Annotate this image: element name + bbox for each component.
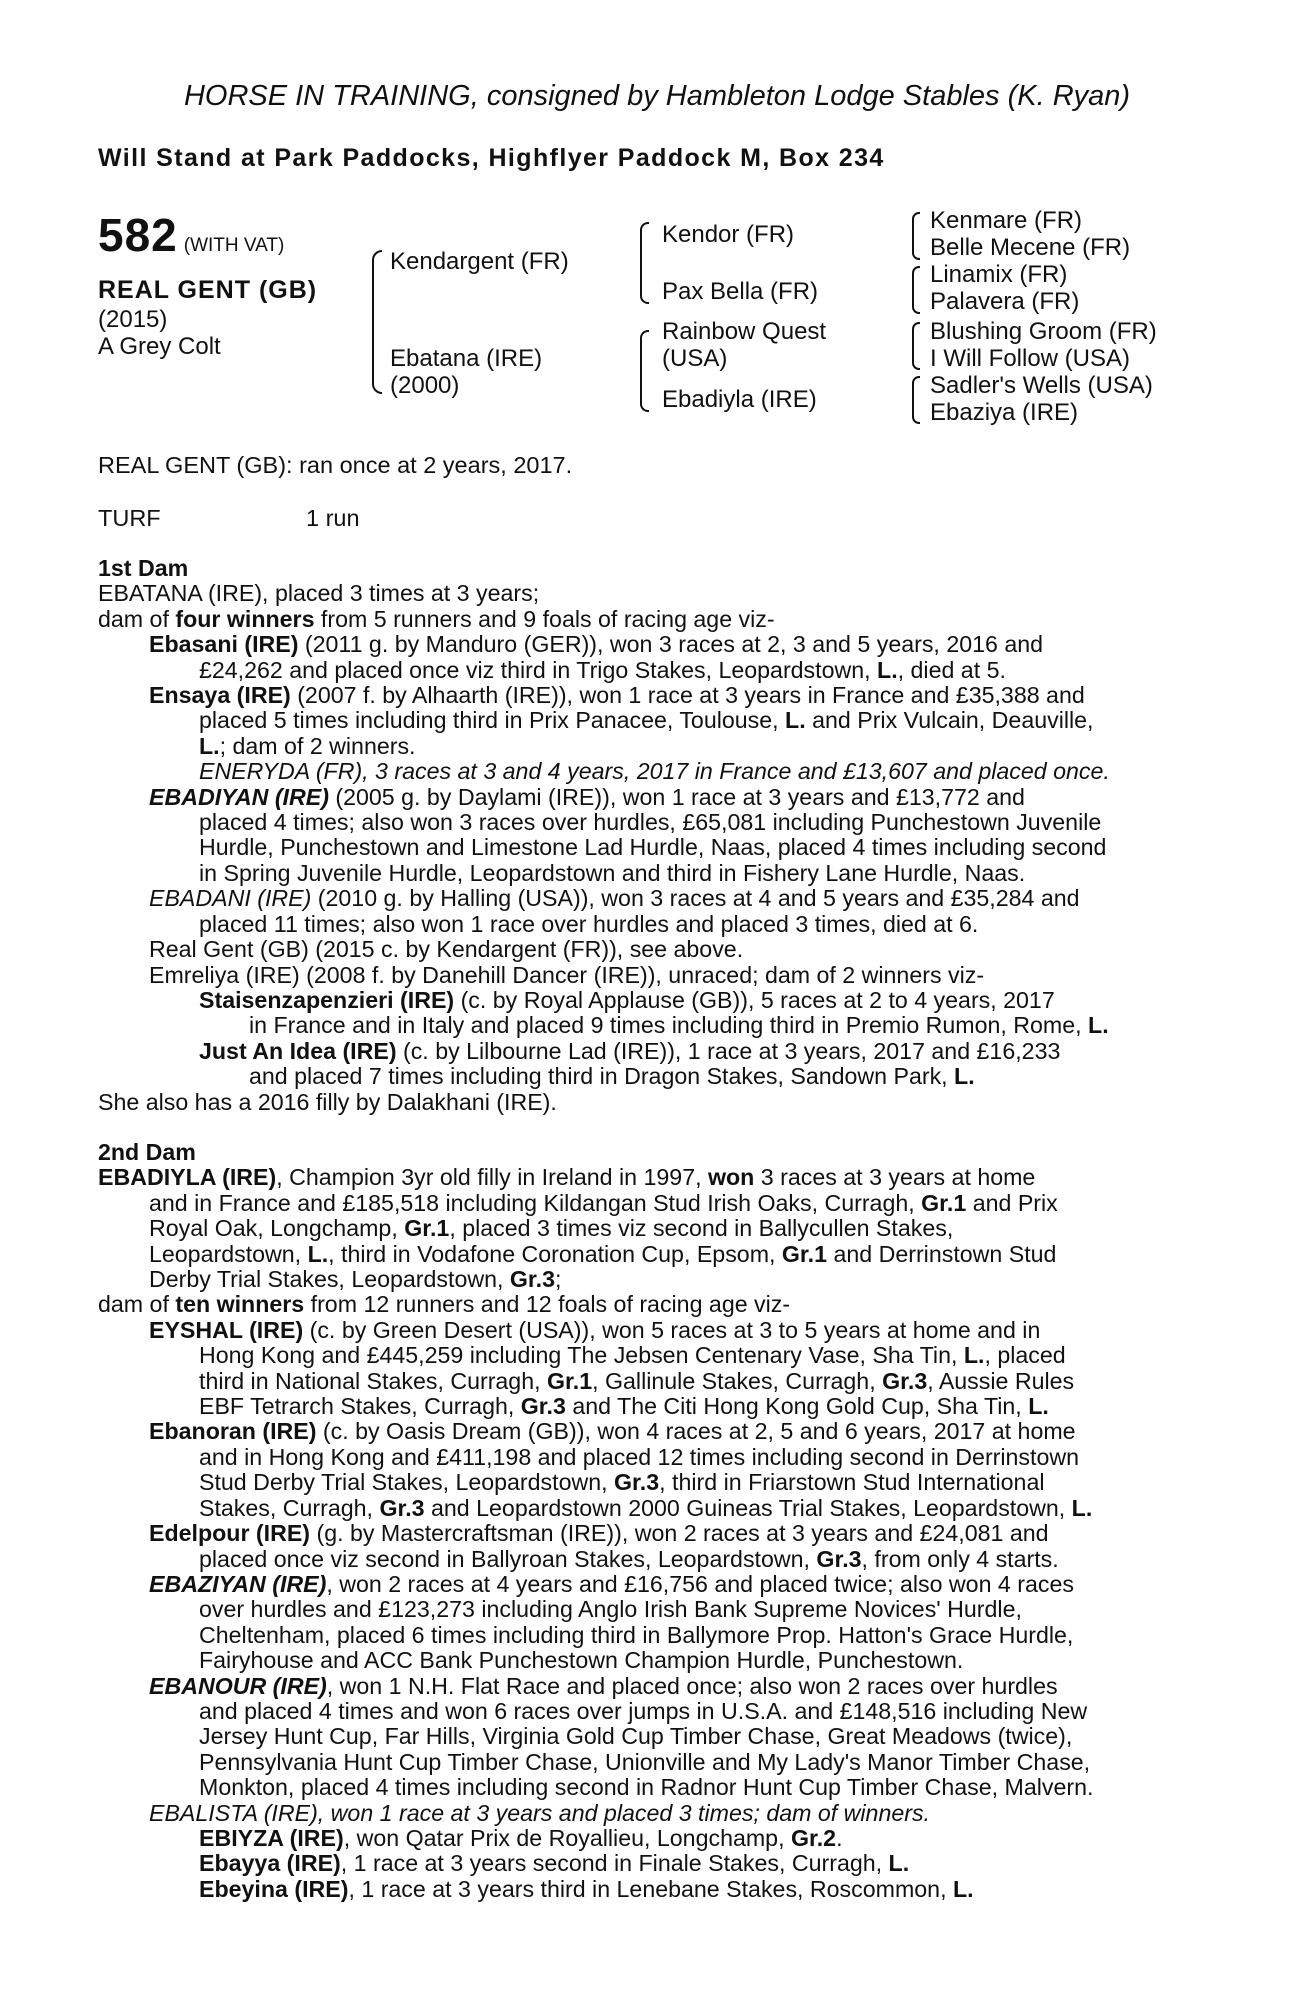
dam: Ebatana (IRE) [390, 345, 543, 372]
pedigree-brace [912, 376, 920, 424]
second-dam-section [98, 1140, 1206, 1902]
produce-entry: EYSHAL (IRE) (c. by Green Desert (USA)), won 5 races at 3 to 5 years at home and in Hong Kong and £445,259 including The Jebsen Centenary Vase, Sha Tin, L., placed third in National Stakes, Curragh, Gr.1, Gallinule Stakes, Curragh, Gr.3, Aussie Rules EBF Tetrarch Stakes, Curragh, Gr.3 and The Citi Hong Kong Gold Cup, Sha Tin, L. [149, 1316, 1075, 1420]
lot-number: 582 [98, 209, 178, 261]
pedigree-brace [912, 212, 920, 260]
sire-sire: Kendor (FR) [662, 221, 795, 248]
produce-entry: EBALISTA (IRE), won 1 race at 3 years and placed 3 times; dam of winners. [149, 1799, 930, 1826]
produce-entry: Ebasani (IRE) (2011 g. by Manduro (GER)), won 3 races at 2, 3 and 5 years, 2016 and £24,262 and placed once viz third in Trigo Stakes, Leopardstown, L., died at 5. [149, 631, 1044, 683]
ped-sdd: Palavera (FR) [930, 288, 1080, 315]
ped-sds: Linamix (FR) [930, 261, 1068, 288]
produce-entry: EBANOUR (IRE), won 1 N.H. Flat Race and placed once; also won 2 races over hurdles and placed 4 times and won 6 races over jumps in U.S.A. and £148,516 including New Jersey Hunt Cup, Far Hills, Virginia Gold Cup Timber Chase, Great Meadows (twice), Pennsylvania Hunt Cup Timber Chase, Unionville and My Lady's Manor Timber Chase, Monkton, placed 4 times including second in Radnor Hunt Cup Timber Chase, Malvern. [149, 1672, 1094, 1801]
vat-note: (WITH VAT) [183, 235, 285, 256]
dam-line: EBATANA (IRE), placed 3 times at 3 years; [98, 580, 540, 607]
pedigree-brace [912, 266, 920, 314]
surface-label: TURF [98, 505, 161, 531]
produce-summary: dam of ten winners from 12 runners and 12 foals of racing age viz- [98, 1291, 791, 1318]
first-dam-section [98, 556, 1206, 1115]
produce-entry: Ebanoran (IRE) (c. by Oasis Dream (GB)), won 4 races at 2, 5 and 6 years, 2017 at home and in Hong Kong and £411,198 and placed 12 times including second in Derrinstown Stud Derby Trial Stakes, Leopardstown, Gr.3, third in Friarstown Stud International Stakes, Curragh, Gr.3 and Leopardstown 2000 Guineas Trial Stakes, Leopardstown, L. [149, 1418, 1093, 1521]
section-heading: 1st Dam [98, 555, 189, 581]
ped-ssd: Belle Mecene (FR) [930, 234, 1131, 261]
dam-sire-line1: Rainbow Quest [662, 318, 827, 345]
ped-dds: Sadler's Wells (USA) [930, 372, 1153, 399]
foaling-year: (2015) [98, 306, 168, 333]
produce-entry: EBADIYAN (IRE) (2005 g. by Daylami (IRE)), won 1 race at 3 years and £13,772 and placed 4 times; also won 3 races over hurdles, £65,081 including Punchestown Juvenile Hurdle, Punchestown and Limestone Lad Hurdle, Naas, placed 4 times including second in Spring Juvenile Hurdle, Leopardstown and third in Fishery Lane Hurdle, Naas. [149, 783, 1107, 886]
ped-dss: Blushing Groom (FR) [930, 318, 1157, 345]
dam-entry: EBADIYLA (IRE), Champion 3yr old filly in Ireland in 1997, won 3 races at 3 years at home and in France and £185,518 including Kildangan Stud Irish Oaks, Curragh, Gr.1 and Prix Royal Oak, Longchamp, Gr.1, placed 3 times viz second in Ballycullen Stakes, Leopardstown, L., third in Vodafone Coronation Cup, Epsom, Gr.1 and Derrinstown Stud Derby Trial Stakes, Leopardstown, Gr.3; [98, 1164, 1058, 1293]
lot-heading [98, 208, 284, 262]
pedigree-brace [640, 330, 649, 412]
grand-produce-entry: Ebeyina (IRE), 1 race at 3 years third in Lenebane Stakes, Roscommon, L. [199, 1875, 974, 1902]
produce-entry: Real Gent (GB) (2015 c. by Kendargent (FR)), see above. [149, 936, 744, 963]
runs-count: 1 run [306, 505, 360, 531]
dam-year: (2000) [390, 372, 460, 399]
pedigree-brace [372, 250, 382, 394]
ped-dsd: I Will Follow (USA) [930, 345, 1131, 372]
pedigree-brace [912, 322, 920, 370]
race-record-summary: REAL GENT (GB): ran once at 2 years, 2017. [98, 452, 573, 478]
sire: Kendargent (FR) [390, 248, 569, 275]
produce-entry: Ensaya (IRE) (2007 f. by Alhaarth (IRE)), won 1 race at 3 years in France and £35,388 and placed 5 times including third in Prix Panacee, Toulouse, L. and Prix Vulcain, Deauville, L.; dam of 2 winners. ENERYDA (FR), 3 races at 3 and 4 years, 2017 in France and £13,607 and placed once. [149, 682, 1110, 785]
sire-dam: Pax Bella (FR) [662, 278, 819, 305]
produce-entry: EBADANI (IRE) (2010 g. by Halling (USA)), won 3 races at 4 and 5 years and £35,284 and placed 11 times; also won 1 race over hurdles and placed 3 times, died at 6. [149, 885, 1080, 937]
grand-produce-entry: Staisenzapenzieri (IRE) (c. by Royal Applause (GB)), 5 races at 2 to 4 years, 2017 in France and in Italy and placed 9 times including third in Premio Rumon, Rome, L. [199, 986, 1109, 1039]
grand-produce-entry: EBIYZA (IRE), won Qatar Prix de Royallieu, Longchamp, Gr.2. [199, 1824, 843, 1851]
consignor-title: HORSE IN TRAINING, consigned by Hambleton Lodge Stables (K. Ryan) [183, 80, 1131, 112]
horse-description: A Grey Colt [98, 333, 221, 360]
foal-note: She also has a 2016 filly by Dalakhani (IRE). [98, 1088, 557, 1115]
ped-sss: Kenmare (FR) [930, 207, 1083, 234]
produce-entry: EBAZIYAN (IRE), won 2 races at 4 years and £16,756 and placed twice; also won 4 races over hurdles and £123,273 including Anglo Irish Bank Supreme Novices' Hurdle, Cheltenham, placed 6 times including third in Ballymore Prop. Hatton's Grace Hurdle, Fairyhouse and ACC Bank Punchestown Champion Hurdle, Punchestown. [149, 1570, 1074, 1674]
ped-ddd: Ebaziya (IRE) [930, 399, 1079, 426]
produce-summary: dam of four winners from 5 runners and 9 foals of racing age viz- [98, 605, 775, 632]
produce-entry: Emreliya (IRE) (2008 f. by Danehill Dancer (IRE)), unraced; dam of 2 winners viz- [149, 961, 985, 988]
horse-name: REAL GENT (GB) [98, 276, 318, 304]
pedigree-brace [640, 222, 649, 304]
stand-location: Will Stand at Park Paddocks, Highflyer Paddock M, Box 234 [98, 144, 885, 172]
section-heading: 2nd Dam [98, 1139, 196, 1165]
dam-dam: Ebadiyla (IRE) [662, 386, 817, 413]
grand-produce-entry: Just An Idea (IRE) (c. by Lilbourne Lad (IRE)), 1 race at 3 years, 2017 and £16,233 and placed 7 times including third in Dragon Stakes, Sandown Park, L. [199, 1037, 1061, 1090]
produce-entry: Edelpour (IRE) (g. by Mastercraftsman (IRE)), won 2 races at 3 years and £24,081 and placed once viz second in Ballyroan Stakes, Leopardstown, Gr.3, from only 4 starts. [149, 1520, 1059, 1572]
dam-sire-line2: (USA) [662, 345, 728, 372]
grand-produce-entry: Ebayya (IRE), 1 race at 3 years second in Finale Stakes, Curragh, L. [199, 1850, 910, 1877]
